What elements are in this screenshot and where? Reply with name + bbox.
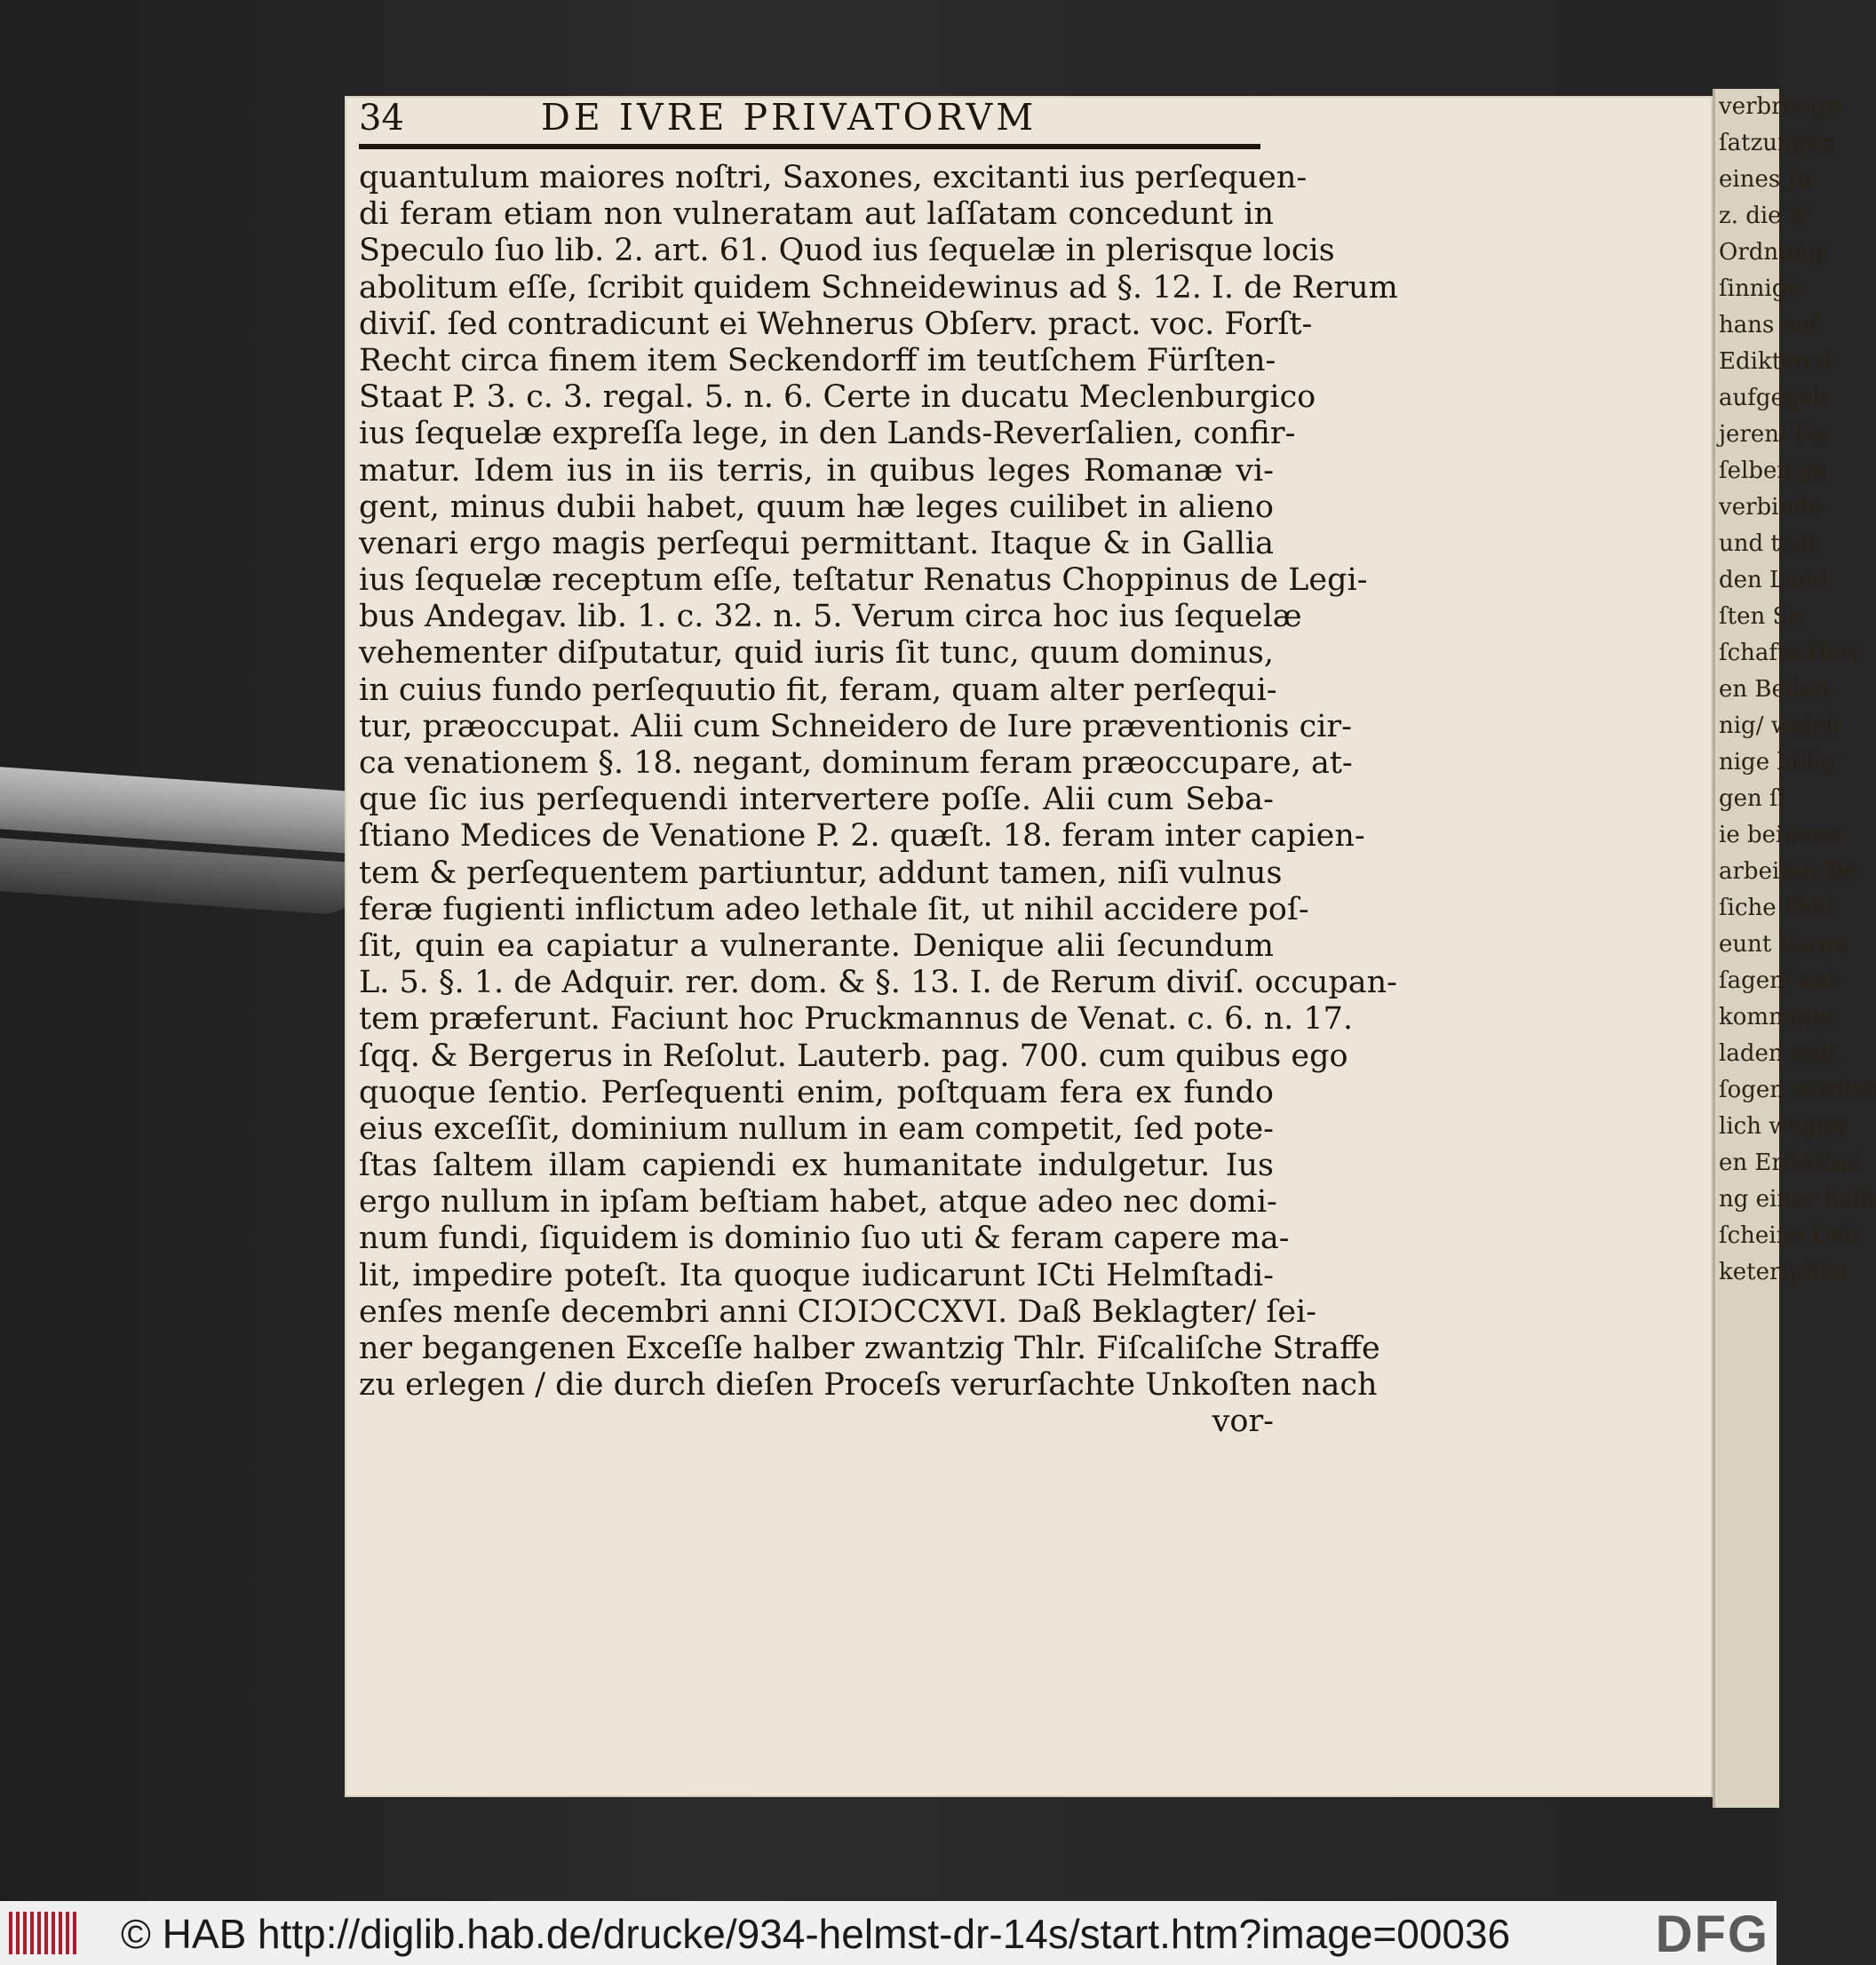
adjacent-page-line: ng einer halb — [1719, 1186, 1875, 1213]
text-line: ergo nullum in ipſam beſtiam habet, atque adeo nec domi- — [359, 1184, 1277, 1221]
text-line: ſit, quin ea capiatur a vulnerante. Denique alii ſecundum — [359, 927, 1274, 964]
text-line: num fundi, ſiquidem is dominio ſuo uti & feram capere ma- — [359, 1221, 1290, 1257]
running-title: DE IVRE PRIVATORVM — [541, 96, 1037, 139]
adjacent-page-line: lich wegen — [1719, 1113, 1846, 1140]
adjacent-page-line: nig/ welch — [1719, 712, 1840, 739]
text-line: ſtiano Medices de Venatione P. 2. quæſt. 18. feram inter capien- — [359, 818, 1365, 855]
adjacent-page-line: eines Ju — [1719, 166, 1812, 193]
footer-bar — [0, 1901, 1777, 1965]
text-line: di feram etiam non vulneratam aut laſſatam concedunt in — [359, 196, 1274, 233]
adjacent-page-line: ſogen worder — [1719, 1077, 1876, 1103]
adjacent-page-line: en Beden — [1719, 676, 1829, 703]
text-line: eius exceſſit, dominium nullum in eam competit, ſed pote- — [359, 1110, 1274, 1147]
adjacent-page-line: hans enſ — [1719, 312, 1819, 338]
text-line: ner begangenen Exceſſe halber zwantzig Thlr. Fiſcaliſche Straffe — [359, 1331, 1380, 1366]
text-line: matur. Idem ius in iis terris, in quibus leges Romanæ vi- — [359, 452, 1274, 489]
text-line: quoque ſentio. Perſequenti enim, poſtquam fera ex fundo — [359, 1074, 1274, 1110]
adjacent-page-line: Ordnung — [1719, 239, 1824, 266]
adjacent-page-line: z. die fr — [1719, 203, 1808, 229]
adjacent-page-line: ſagen/ ent — [1719, 967, 1838, 994]
page-header — [359, 89, 1274, 151]
adjacent-page-line: laden todt — [1719, 1040, 1839, 1067]
copyright-url[interactable]: © HAB http://diglib.hab.de/drucke/934-helmst-dr-14s/start.htm?image=00036 — [121, 1911, 1511, 1957]
adjacent-page-line: arbeiten De — [1719, 858, 1857, 885]
text-line: tem & perſequentem partiuntur, addunt tamen, niſi vulnus — [359, 855, 1283, 891]
text-line: tur, præoccupat. Alii cum Schneidero de Iure præventionis cir- — [359, 708, 1352, 744]
text-line: vehementer diſputatur, quid iuris ſit tunc, quum dominus, — [359, 635, 1274, 672]
text-line: quantulum maiores noſtri, Saxones, excitanti ius perſequen- — [359, 160, 1308, 195]
adjacent-page-line: ſatzungen — [1719, 130, 1836, 156]
text-line: ſqq. & Bergerus in Reſolut. Lauterb. pag. 700. cum quibus ego — [359, 1038, 1348, 1074]
text-line: abolitum eſſe, ſcribit quidem Schneidewinus ad §. 12. I. de Rerum — [359, 269, 1398, 306]
adjacent-page-line: aufgegeb — [1719, 385, 1828, 411]
adjacent-page-line: ſelben ge — [1719, 457, 1828, 484]
adjacent-page-line: ſten Sc — [1719, 603, 1801, 630]
text-line: lit, impedire poteſt. Ita quoque iudicarunt ICti Helmſtadi- — [359, 1257, 1274, 1293]
text-line: enſes menſe decembri anni CIƆIƆCCXVI. Daß Beklagter/ ſei- — [359, 1293, 1317, 1330]
adjacent-page-line: ſcheine Deb — [1719, 1222, 1859, 1249]
adjacent-page-line: en Erſtattun — [1719, 1150, 1863, 1176]
text-line: bus Andegav. lib. 1. c. 32. n. 5. Verum circa hoc ius ſequelæ — [359, 599, 1302, 635]
adjacent-page-line: ſiche Feld — [1719, 895, 1834, 921]
text-line: Recht circa finem item Seckendorff im teutſchem Fürſten- — [359, 342, 1276, 378]
adjacent-page-line: ſinnige — [1719, 275, 1800, 302]
adjacent-page — [1713, 89, 1876, 1808]
adjacent-page-line: den Land — [1719, 567, 1829, 593]
text-line: feræ fugienti inflictum adeo lethale ſit, ut nihil accidere poſ- — [359, 891, 1309, 927]
text-line: ſtas ſaltem illam capiendi ex humanitate indulgetur. Ius — [359, 1148, 1274, 1184]
adjacent-page-line: Edikten d — [1719, 348, 1832, 375]
text-line: vor- — [1212, 1404, 1274, 1440]
adjacent-page-line: jeren/ De — [1719, 421, 1827, 448]
dfg-logo: DFG — [1655, 1905, 1769, 1963]
adjacent-page-line: keterſpiſen — [1719, 1259, 1848, 1285]
text-line: diviſ. ſed contradicunt ei Wehnerus Obſerv. pract. voc. Forſt- — [359, 306, 1313, 342]
adjacent-page-line: verbinde — [1719, 494, 1823, 521]
adjacent-page-line: nige billig — [1719, 749, 1836, 776]
barcode-icon — [9, 1912, 78, 1954]
text-line: Speculo ſuo lib. 2. art. 61. Quod ius ſequelæ in plerisque locis — [359, 233, 1335, 269]
text-line: ca venationem §. 18. negant, dominum feram præoccupare, at- — [359, 745, 1353, 781]
text-line: in cuius fundo perſequutio fit, feram, quam alter perſequi- — [359, 672, 1277, 708]
body-text — [359, 160, 1398, 1441]
text-line: ius ſequelæ expreſſa lege, in den Lands-Reverſalien, confir- — [359, 416, 1296, 452]
header-rule — [359, 144, 1260, 149]
text-line: gent, minus dubii habet, quum hæ leges cuilibet in alieno — [359, 489, 1274, 525]
adjacent-page-line: kommgen — [1719, 1004, 1834, 1030]
adjacent-page-line: ie beinnen — [1719, 822, 1841, 848]
text-line: Staat P. 3. c. 3. regal. 5. n. 6. Certe in ducatu Meclenburgico — [359, 379, 1316, 416]
adjacent-page-line: ſchafts-Herr — [1719, 640, 1863, 666]
text-line: zu erlegen / die durch dieſen Proceſs verurſachte Unkoſten nach — [359, 1367, 1378, 1404]
text-line: ius ſequelæ receptum eſſe, teſtatur Renatus Choppinus de Legi- — [359, 562, 1368, 599]
text-line: que ſic ius perſequendi intervertere poſſe. Alii cum Seba- — [359, 782, 1274, 818]
adjacent-page-line: gen ſi — [1719, 785, 1785, 812]
text-line: L. 5. §. 1. de Adquir. rer. dom. & §. 13. I. de Rerum diviſ. occupan- — [359, 965, 1397, 1001]
adjacent-page-line: eunt hinwe — [1719, 931, 1850, 958]
adjacent-page-line: und todt — [1719, 530, 1818, 557]
text-line: venari ergo magis perſequi permittant. Itaque & in Gallia — [359, 525, 1274, 561]
text-line: tem præferunt. Faciunt hoc Pruckmannus de Venat. c. 6. n. 17. — [359, 1001, 1354, 1038]
page-number: 34 — [359, 98, 404, 139]
adjacent-page-line: verbrenge — [1719, 93, 1840, 120]
